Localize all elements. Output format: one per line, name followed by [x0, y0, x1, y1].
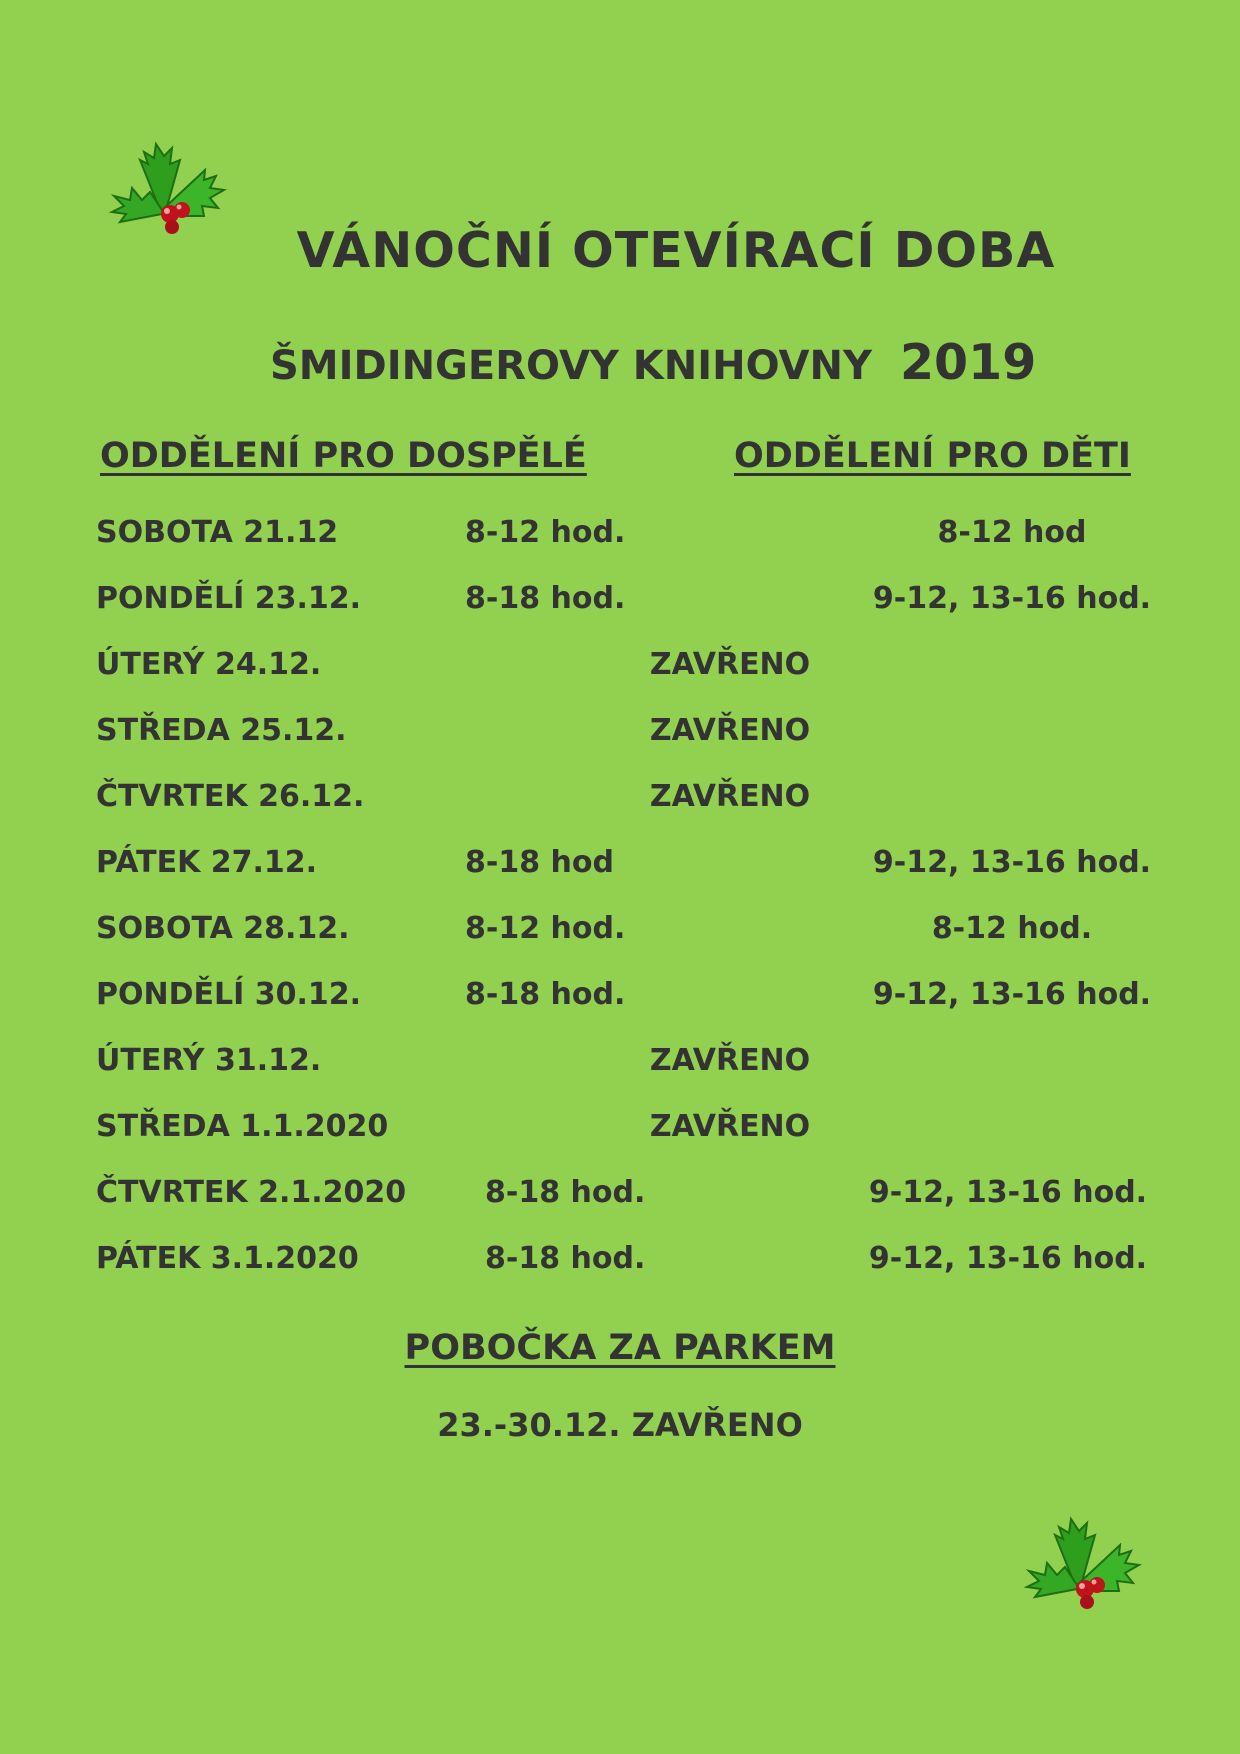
day-label: ČTVRTEK 2.1.2020: [96, 1175, 407, 1210]
children-hours: 8-12 hod.: [931, 911, 1093, 946]
children-hours: 9-12, 13-16 hod.: [872, 581, 1152, 616]
page-title: VÁNOČNÍ OTEVÍRACÍ DOBA: [296, 222, 1056, 279]
closed-label: ZAVŘENO: [649, 1043, 811, 1078]
day-label: PONDĚLÍ 23.12.: [96, 581, 362, 616]
day-label: ÚTERÝ 31.12.: [96, 1043, 322, 1078]
day-label: STŘEDA 25.12.: [96, 713, 347, 748]
children-hours: 9-12, 13-16 hod.: [872, 977, 1152, 1012]
page-subtitle: [270, 334, 1036, 391]
closed-label: ZAVŘENO: [649, 1109, 811, 1144]
adults-hours: 8-18 hod: [465, 845, 614, 880]
day-label: PÁTEK 3.1.2020: [96, 1241, 359, 1276]
adults-hours: 8-12 hod.: [465, 911, 626, 946]
closed-label: ZAVŘENO: [649, 647, 811, 682]
adults-hours: 8-12 hod.: [465, 515, 626, 550]
year: 2019: [899, 334, 1037, 391]
children-hours: 9-12, 13-16 hod.: [872, 845, 1152, 880]
children-hours: 9-12, 13-16 hod.: [868, 1175, 1148, 1210]
day-label: PONDĚLÍ 30.12.: [96, 977, 362, 1012]
adults-column-heading: ODDĚLENÍ PRO DOSPĚLÉ: [100, 436, 587, 476]
branch-note: 23.-30.12. ZAVŘENO: [437, 1406, 803, 1444]
children-column-heading: ODDĚLENÍ PRO DĚTI: [734, 436, 1131, 476]
day-label: PÁTEK 27.12.: [96, 845, 318, 880]
holly-icon: [1015, 1505, 1145, 1620]
children-hours: 9-12, 13-16 hod.: [868, 1241, 1148, 1276]
adults-hours: 8-18 hod.: [485, 1241, 646, 1276]
day-label: ČTVRTEK 26.12.: [96, 779, 365, 814]
day-label: SOBOTA 28.12.: [96, 911, 350, 946]
day-label: SOBOTA 21.12: [96, 515, 339, 550]
adults-hours: 8-18 hod.: [465, 581, 626, 616]
adults-hours: 8-18 hod.: [485, 1175, 646, 1210]
branch-title: POBOČKA ZA PARKEM: [404, 1328, 836, 1368]
adults-hours: 8-18 hod.: [465, 977, 626, 1012]
day-label: STŘEDA 1.1.2020: [96, 1109, 389, 1144]
day-label: ÚTERÝ 24.12.: [96, 647, 322, 682]
closed-label: ZAVŘENO: [649, 713, 811, 748]
library-name: ŠMIDINGEROVY KNIHOVNY: [270, 343, 872, 389]
closed-label: ZAVŘENO: [649, 779, 811, 814]
children-hours: 8-12 hod: [937, 515, 1087, 550]
